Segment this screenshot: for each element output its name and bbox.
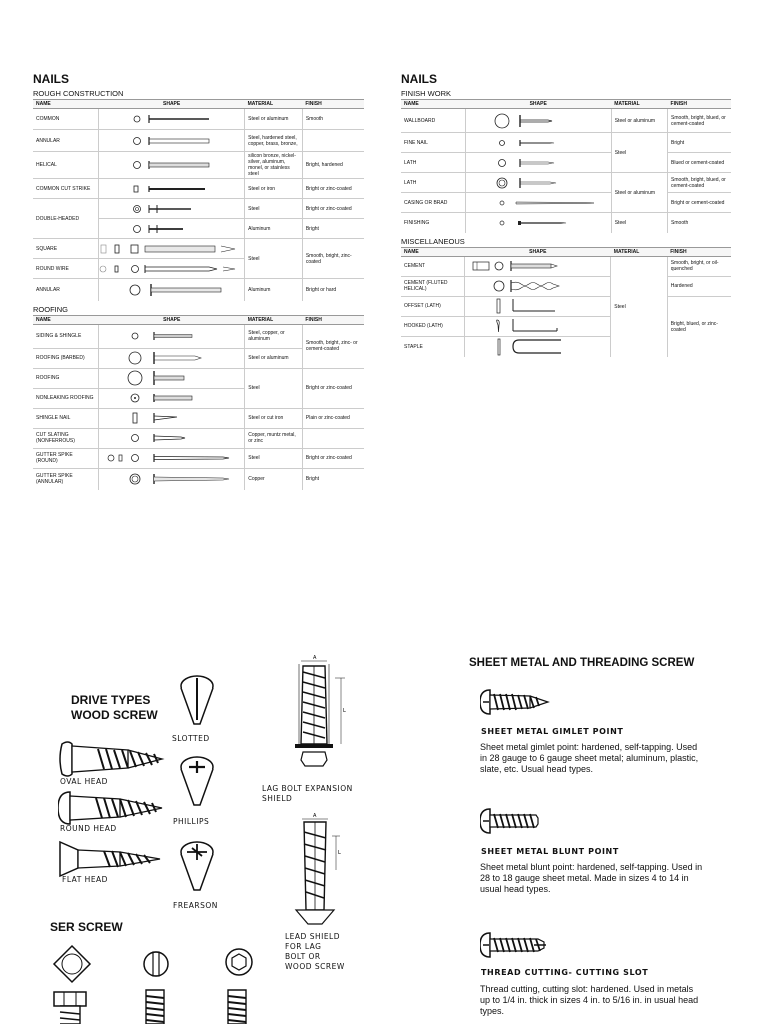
col-header-finish: FINISH: [667, 247, 731, 256]
slotted-drive-icon: [178, 672, 216, 730]
square-head-icon: [52, 944, 92, 984]
svg-text:A: A: [313, 813, 317, 819]
nail-illustration: [99, 368, 245, 388]
wood-screw-title: WOOD SCREW: [71, 708, 158, 722]
table-cell-name: COMMON: [33, 109, 99, 130]
nail-illustration: [99, 279, 245, 301]
blunt-point-screw-illustration: [480, 806, 560, 836]
nail-illustration: [465, 133, 611, 153]
hex-bolt-icon: [50, 986, 90, 1024]
blunt-point-title: SHEET METAL BLUNT POINT: [481, 847, 619, 856]
nail-illustration: [465, 276, 611, 296]
phillips-drive-icon: [178, 753, 216, 811]
nail-illustration: [465, 213, 611, 233]
col-header-shape: SHAPE: [465, 100, 611, 109]
table-cell-finish: [302, 428, 364, 448]
col-header-shape: SHAPE: [99, 100, 245, 109]
col-header-name: NAME: [401, 100, 465, 109]
gimlet-point-screw-illustration: [480, 687, 560, 717]
lag-bolt-label-2: SHIELD: [262, 794, 293, 803]
page-title: NAILS: [33, 72, 69, 86]
nail-illustration: [99, 109, 245, 130]
table-cell-name: STAPLE: [401, 336, 465, 357]
table-cell-name: COMMON CUT STRIKE: [33, 179, 99, 199]
oval-head-screw-illustration: [58, 738, 178, 780]
lag-bolt-expansion-shield-illustration: [283, 652, 353, 780]
lead-shield-label-2: FOR LAG: [285, 942, 322, 951]
frearson-drive-icon: [178, 838, 216, 896]
table-cell-material: Steel: [611, 133, 667, 173]
table-cell-finish: Bright or zinc-coated: [302, 448, 364, 468]
table-cell-name: ROOFING (BARBED): [33, 348, 99, 368]
table-cell-material: Steel: [611, 256, 667, 357]
table-cell-name: SIDING & SHINGLE: [33, 324, 99, 348]
table-cell-finish: Plain or zinc-coated: [302, 408, 364, 428]
table-cell-name: GUTTER SPIKE (ROUND): [33, 448, 99, 468]
table-cell-material: Steel, copper, or aluminum: [245, 324, 303, 348]
svg-text:L: L: [338, 850, 341, 856]
section-subtitle: ROOFING: [33, 304, 68, 314]
nail-illustration: [99, 468, 245, 490]
table-cell-name: [33, 199, 99, 239]
table-cell-material: Copper: [245, 468, 303, 490]
table-cell-name: CASING OR BRAD: [401, 193, 465, 213]
table-cell-material: Steel or aluminum: [611, 109, 667, 133]
table-cell-name: SQUARE: [33, 239, 99, 259]
rough-construction-table: [33, 99, 364, 301]
nail-illustration: [99, 239, 245, 259]
table-cell-material: Steel or cut iron: [245, 408, 303, 428]
slotted-label: SLOTTED: [172, 734, 210, 743]
lead-shield-label-1: LEAD SHIELD: [285, 932, 341, 941]
nail-illustration: [465, 153, 611, 173]
table-cell-material: Steel, hardened steel, copper, brass, bronze,: [245, 130, 303, 152]
svg-text:L: L: [343, 708, 346, 714]
table-cell-finish: Bright: [302, 468, 364, 490]
table-cell-name: SHINGLE NAIL: [33, 408, 99, 428]
table-cell-material: Steel or aluminum: [245, 348, 303, 368]
table-cell-finish: Bright or zinc-coated: [302, 199, 364, 219]
table-cell-material: Steel: [245, 239, 303, 279]
nail-illustration: [99, 219, 245, 239]
col-header-finish: FINISH: [302, 100, 364, 109]
table-cell-finish: Smooth, bright, zinc-coated: [302, 239, 364, 279]
miscellaneous-table: [401, 247, 731, 357]
table-cell-finish: Hardened: [667, 276, 731, 296]
thread-cutting-screw-illustration: [480, 930, 560, 960]
table-cell-finish: Bright or hard: [302, 279, 364, 301]
nail-illustration: [99, 428, 245, 448]
gimlet-point-description: Sheet metal gimlet point: hardened, self-tapping. Used in 28 gauge to 6 gauge sheet metal; aluminum, plastic, slate, etc. Usual head types.: [480, 742, 699, 774]
thread-cutting-title: THREAD CUTTING- CUTTING SLOT: [481, 968, 649, 977]
nails-left-panel: [33, 72, 364, 490]
table-cell-finish: Bright: [302, 219, 364, 239]
col-header-material: MATERIAL: [611, 100, 667, 109]
oval-head-label: OVAL HEAD: [60, 777, 108, 786]
table-cell-name: CEMENT (FLUTED HELICAL): [401, 276, 465, 296]
table-cell-material: Steel: [245, 448, 303, 468]
flat-head-label: FLAT HEAD: [62, 875, 108, 884]
nail-illustration: [99, 408, 245, 428]
lead-shield-label-4: WOOD SCREW: [285, 962, 345, 971]
col-header-finish: FINISH: [668, 100, 731, 109]
table-cell-name: HELICAL: [33, 152, 99, 179]
table-cell-finish: Bright or zinc-coated: [302, 368, 364, 408]
table-cell-name: ANNULAR: [33, 130, 99, 152]
table-cell-material: Steel: [611, 213, 667, 233]
sheet-metal-title: SHEET METAL AND THREADING SCREW: [469, 657, 695, 669]
table-cell-name: ROUND WIRE: [33, 259, 99, 279]
nail-illustration: [465, 193, 611, 213]
table-cell-finish: [302, 130, 364, 152]
section-subtitle: ROUGH CONSTRUCTION: [33, 89, 124, 98]
round-head-screw-illustration: [58, 788, 178, 828]
ser-screw-title: SER SCREW: [50, 920, 123, 934]
nail-illustration: [99, 130, 245, 152]
lead-shield-label-3: BOLT OR: [285, 952, 321, 961]
table-cell-finish: Bright or zinc-coated: [302, 179, 364, 199]
table-cell-finish: Smooth, bright, zinc- or cement-coated: [302, 324, 364, 368]
table-cell-name: LATH: [401, 153, 465, 173]
table-cell-name: WALLBOARD: [401, 109, 465, 133]
table-cell-material: Copper, muntz metal, or zinc: [245, 428, 303, 448]
frearson-label: FREARSON: [173, 901, 218, 910]
col-header-material: MATERIAL: [245, 100, 303, 109]
col-header-shape: SHAPE: [99, 315, 245, 324]
table-cell-finish: Smooth, bright, blued, or cement-coated: [668, 173, 731, 193]
nail-illustration: [465, 316, 611, 336]
table-cell-name: CEMENT: [401, 256, 465, 276]
drive-types-title: DRIVE TYPES: [71, 693, 151, 707]
table-cell-finish: Bright, blued, or zinc-coated: [667, 296, 731, 357]
table-cell-name: NONLEAKING ROOFING: [33, 388, 99, 408]
hex-socket-head-icon: [223, 946, 255, 978]
nail-illustration: [465, 336, 611, 357]
flat-head-screw-illustration: [58, 838, 178, 880]
nail-illustration: [99, 348, 245, 368]
nail-illustration: [465, 173, 611, 193]
table-cell-finish: Smooth: [302, 109, 364, 130]
table-cell-name: FINISHING: [401, 213, 465, 233]
table-cell-name: FINE NAIL: [401, 133, 465, 153]
table-cell-material: silicon bronze, nickel-silver, aluminum, monel, or stainless steel: [245, 152, 303, 179]
phillips-label: PHILLIPS: [173, 817, 210, 826]
lag-bolt-label-1: LAG BOLT EXPANSION: [262, 784, 353, 793]
slotted-head-icon: [140, 948, 172, 980]
double-headed-label: DOUBLE-HEADED: [36, 215, 80, 222]
socket-set-screw-icon: [222, 986, 252, 1024]
table-cell-finish: Smooth, bright, or oil-quenched: [667, 256, 731, 276]
table-cell-material: Steel: [245, 199, 303, 219]
gimlet-point-title: SHEET METAL GIMLET POINT: [481, 727, 624, 736]
thread-cutting-description: Thread cutting, cutting slot: hardened. Used in metals up to 1/4 in. thick in sizes 4 in. to 5/16 in. in usual head types.: [480, 984, 699, 1016]
table-cell-finish: Blued or cement-coated: [668, 153, 731, 173]
nail-illustration: [465, 296, 611, 316]
nails-right-panel: [401, 72, 731, 357]
col-header-name: NAME: [33, 100, 99, 109]
nail-illustration: [99, 388, 245, 408]
table-cell-finish: Smooth, bright, blued, or cement-coated: [668, 109, 731, 133]
table-cell-material: Aluminum: [245, 219, 303, 239]
table-cell-name: ROOFING: [33, 368, 99, 388]
nail-illustration: [99, 448, 245, 468]
col-header-name: NAME: [33, 315, 99, 324]
table-cell-name: ANNULAR: [33, 279, 99, 301]
nail-illustration: [99, 152, 245, 179]
table-cell-name: GUTTER SPIKE (ANNULAR): [33, 468, 99, 490]
nail-illustration: [99, 199, 245, 219]
table-cell-finish: Bright, hardened: [302, 152, 364, 179]
table-cell-finish: Bright: [668, 133, 731, 153]
table-cell-material: Steel or aluminum: [245, 109, 303, 130]
round-head-label: ROUND HEAD: [60, 824, 117, 833]
table-cell-name: HOOKED (LATH): [401, 316, 465, 336]
col-header-name: NAME: [401, 247, 465, 256]
section-subtitle: FINISH WORK: [401, 89, 451, 98]
col-header-material: MATERIAL: [245, 315, 303, 324]
table-cell-name: CUT SLATING (NONFERROUS): [33, 428, 99, 448]
nail-illustration: [465, 109, 611, 133]
table-cell-name: LATH: [401, 173, 465, 193]
col-header-finish: FINISH: [302, 315, 364, 324]
lead-shield-illustration: [290, 810, 350, 934]
finish-work-table: [401, 99, 731, 233]
table-cell-material: Steel or aluminum: [611, 173, 667, 213]
col-header-shape: SHAPE: [465, 247, 611, 256]
roofing-table: [33, 315, 364, 491]
section-subtitle: MISCELLANEOUS: [401, 236, 465, 246]
col-header-material: MATERIAL: [611, 247, 667, 256]
svg-text:A: A: [313, 655, 317, 661]
table-cell-name: OFFSET (LATH): [401, 296, 465, 316]
table-cell-finish: Bright or cement-coated: [668, 193, 731, 213]
nail-illustration: [465, 256, 611, 276]
set-screw-icon: [140, 986, 170, 1024]
page-title: NAILS: [401, 72, 437, 86]
table-cell-finish: Smooth: [668, 213, 731, 233]
table-cell-material: Steel: [245, 368, 303, 408]
table-cell-material: Aluminum: [245, 279, 303, 301]
table-cell-material: Steel or iron: [245, 179, 303, 199]
nail-illustration: [99, 324, 245, 348]
nail-illustration: [99, 179, 245, 199]
nail-illustration: [99, 259, 245, 279]
blunt-point-description: Sheet metal blunt point: hardened, self-tapping. Used in 28 to 18 gauge sheet metal. Made in sizes 4 to 14 in usual head types.: [480, 862, 703, 894]
